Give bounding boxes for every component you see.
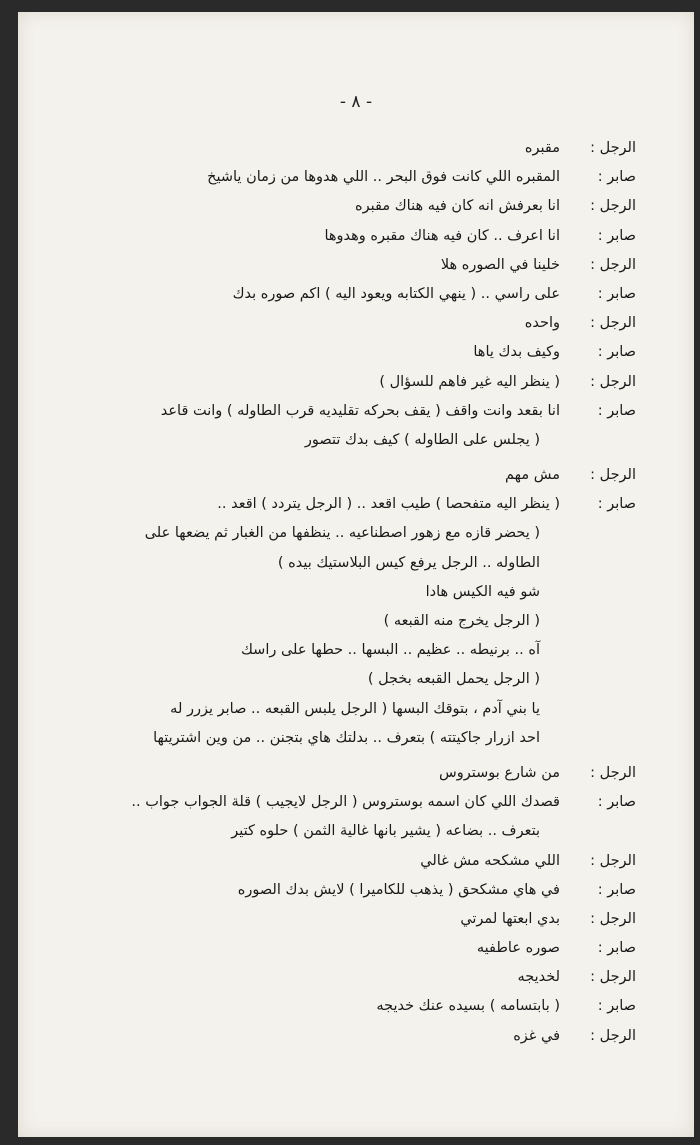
dialogue-continuation-line: [58, 578, 636, 607]
dialogue-text: في هاي مشكحق ( يذهب للكاميرا ) لايش بدك الصوره: [237, 881, 560, 898]
dialogue-text: لخديجه: [517, 969, 560, 986]
dialogue-line: [58, 461, 636, 490]
speaker-name: صابر :: [566, 280, 636, 309]
dialogue-text: ( ينظر اليه غير فاهم للسؤال ): [379, 373, 560, 390]
speaker-name: صابر :: [566, 788, 636, 817]
dialogue-line: [58, 280, 636, 309]
dialogue-text: مش مهم: [505, 467, 560, 484]
dialogue-line: [58, 368, 636, 397]
dialogue-line: [58, 992, 636, 1021]
speaker-name: الرجل :: [566, 192, 636, 221]
dialogue-line: [58, 934, 636, 963]
speaker-name: صابر :: [566, 397, 636, 426]
dialogue-line: [58, 1022, 636, 1051]
speaker-name: الرجل :: [566, 847, 636, 876]
dialogue-text: من شارع بوستروس: [439, 764, 560, 781]
speaker-name: الرجل :: [566, 134, 636, 163]
dialogue-continuation-line: [58, 636, 636, 665]
speaker-name: الرجل :: [566, 309, 636, 338]
dialogue-text: يا بني آدم ، بتوقك البسها ( الرجل يلبس القبعه .. صابر يزرر له: [170, 700, 540, 717]
stage-direction-line: [58, 549, 636, 578]
document-page: [18, 12, 694, 1137]
dialogue-line: [58, 309, 636, 338]
dialogue-text: على راسي .. ( ينهي الكتابه ويعود اليه ) اكم صوره بدك: [232, 285, 560, 302]
stage-direction-text: ( يجلس على الطاوله ) كيف بدك تتصور: [304, 431, 540, 448]
dialogue-text: انا بقعد وانت واقف ( يقف بحركه تقليديه قرب الطاوله ) وانت قاعد: [160, 402, 560, 419]
page-number: - ٨ -: [339, 92, 373, 112]
dialogue-line: [58, 963, 636, 992]
dialogue-text: قصدك اللي كان اسمه بوستروس ( الرجل لايجيب ) قلة الجواب جواب ..: [131, 794, 560, 811]
speaker-name: الرجل :: [566, 251, 636, 280]
speaker-name: صابر :: [566, 490, 636, 519]
speaker-name: الرجل :: [566, 1022, 636, 1051]
speaker-name: صابر :: [566, 934, 636, 963]
dialogue-continuation-line: [58, 695, 636, 724]
dialogue-line: [58, 397, 636, 426]
dialogue-text: في غزه: [513, 1027, 560, 1044]
stage-direction-line: [58, 665, 636, 694]
dialogue-text: واحده: [524, 315, 560, 332]
stage-direction-line: [58, 426, 636, 455]
script-body: [58, 134, 636, 1051]
speaker-name: الرجل :: [566, 461, 636, 490]
stage-direction-text: ( الرجل يخرج منه القبعه ): [383, 613, 540, 629]
dialogue-line: [58, 905, 636, 934]
dialogue-line: [58, 192, 636, 221]
dialogue-line: [58, 251, 636, 280]
dialogue-text: اللي مشكحه مش غالي: [420, 852, 560, 869]
speaker-name: صابر :: [566, 222, 636, 251]
speaker-name: صابر :: [566, 876, 636, 905]
dialogue-text: احد ازرار جاكيتته ) بتعرف .. بدلتك هاي بتجنن .. من وين اشتريتها: [153, 729, 540, 746]
dialogue-line: [58, 847, 636, 876]
dialogue-line: [58, 490, 636, 519]
stage-direction-text: الطاوله .. الرجل يرفع كيس البلاستيك بيده ): [277, 554, 540, 571]
dialogue-text: بدي ابعتها لمرتي: [460, 910, 560, 927]
speaker-name: الرجل :: [566, 759, 636, 788]
dialogue-line: [58, 222, 636, 251]
stage-direction-text: ( يحضر قازه مع زهور اصطناعيه .. ينظفها من الغبار ثم يضعها على: [144, 525, 540, 542]
dialogue-line: [58, 338, 636, 367]
dialogue-text: خلينا في الصوره هلا: [440, 256, 560, 273]
dialogue-text: وكيف بدك ياها: [473, 344, 560, 361]
dialogue-line: [58, 788, 636, 817]
stage-direction-line: [58, 607, 636, 636]
stage-direction-text: ( الرجل يحمل القبعه بخجل ): [367, 671, 540, 688]
dialogue-text: ( بابتسامه ) بسيده عنك خديجه: [376, 998, 560, 1015]
dialogue-text: بتعرف .. بضاعه ( يشير بانها غالية الثمن ) حلوه كتير: [231, 823, 540, 840]
speaker-name: الرجل :: [566, 368, 636, 397]
dialogue-text: صوره عاطفيه: [476, 940, 560, 957]
speaker-name: الرجل :: [566, 963, 636, 992]
speaker-name: صابر :: [566, 163, 636, 192]
dialogue-line: [58, 876, 636, 905]
dialogue-text: انا بعرفش انه كان فيه هناك مقبره: [355, 198, 560, 215]
speaker-name: صابر :: [566, 992, 636, 1021]
speaker-name: صابر :: [566, 338, 636, 367]
dialogue-text: ( ينظر اليه متفحصا ) طيب اقعد .. ( الرجل يتردد ) اقعد ..: [217, 496, 560, 513]
dialogue-text: انا اعرف .. كان فيه هناك مقبره وهدوها: [324, 227, 560, 244]
dialogue-text: آه .. برنيطه .. عظيم .. البسها .. حطها على راسك: [240, 642, 540, 659]
dialogue-text: شو فيه الكيس هادا: [425, 583, 540, 600]
dialogue-text: مقبره: [524, 140, 560, 156]
stage-direction-line: [58, 519, 636, 548]
dialogue-line: [58, 759, 636, 788]
dialogue-continuation-line: [58, 817, 636, 846]
dialogue-line: [58, 163, 636, 192]
speaker-name: الرجل :: [566, 905, 636, 934]
dialogue-text: المقبره اللي كانت فوق البحر .. اللي هدوها من زمان ياشيخ: [207, 169, 560, 186]
dialogue-line: [58, 134, 636, 163]
dialogue-continuation-line: [58, 724, 636, 753]
